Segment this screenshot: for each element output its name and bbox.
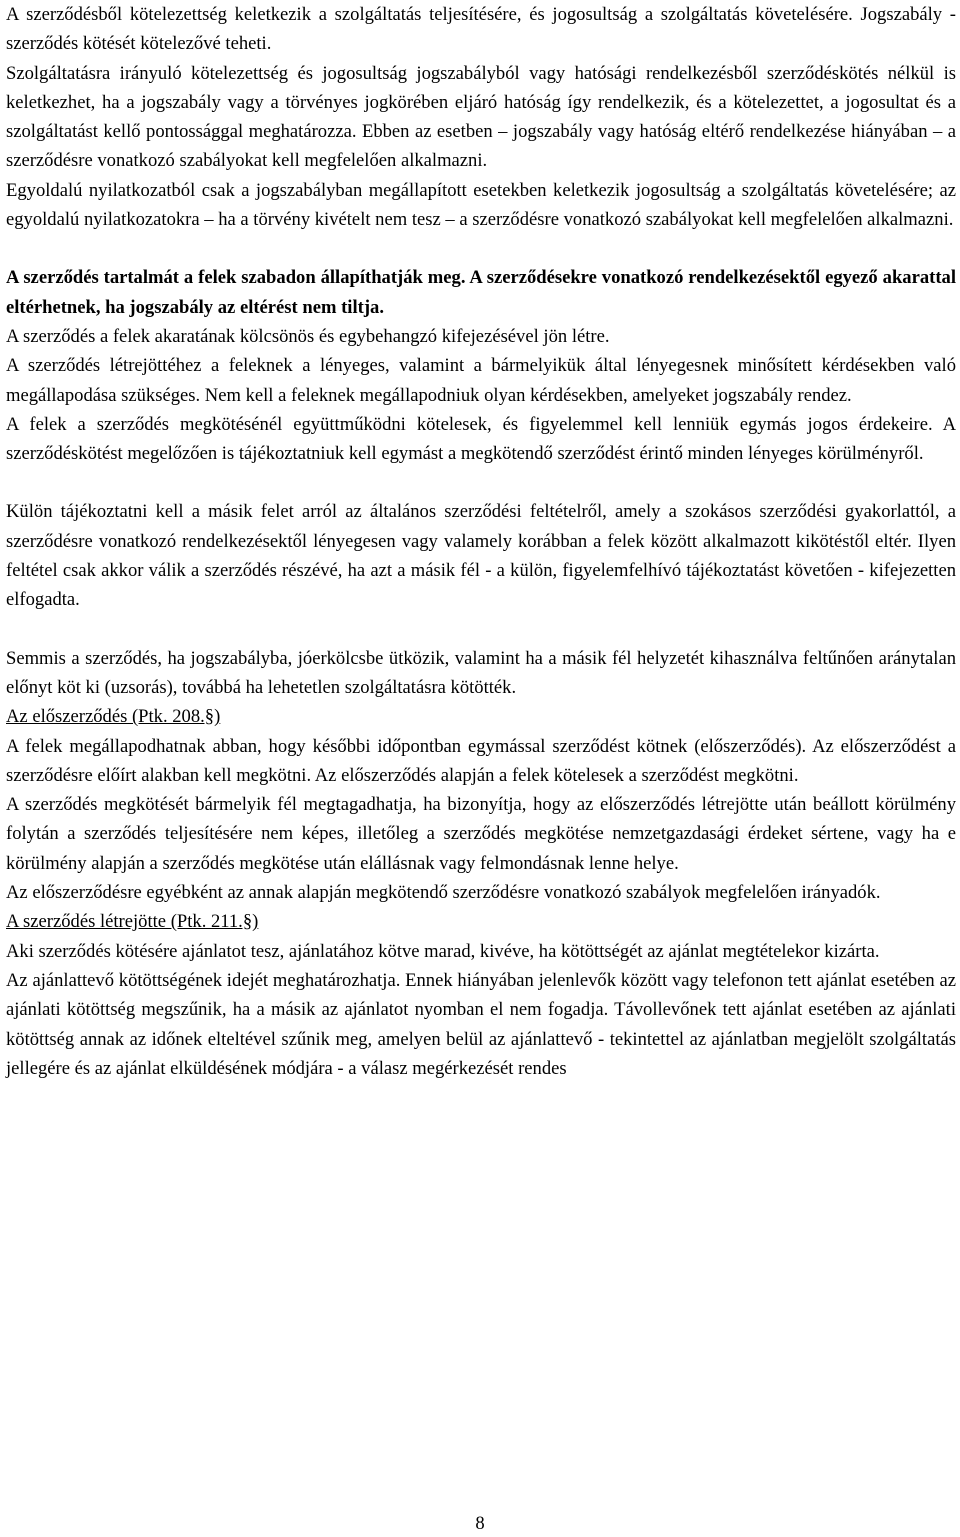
paragraph-contract-freedom: A szerződés tartalmát a felek szabadon állapíthatják meg. A szerződésekre vonatkozó rendelkezésektől egyező akarattal eltérhetnek, ha jogszabály az eltérést nem tiltja. bbox=[6, 267, 956, 318]
paragraph-general-terms: Külön tájékoztatni kell a másik felet arról az általános szerződési feltételről, amely a szokásos szerződési gyakorlattól, a szerződésre vonatkozó rendelkezésektől lényegesen vagy valamely korábban a felek között alkalmazott kikötéstől eltér. Ilyen feltétel csak akkor válik a szerződés részévé, ha azt a másik fél - a külön, figyelemfelhívó tájékoztatást követően - kifejezetten elfogadta. bbox=[6, 501, 956, 611]
heading-contract-conclusion: A szerződés létrejötte (Ptk. 211.§) bbox=[6, 911, 259, 933]
document-page bbox=[6, 0, 956, 1083]
paragraph-statutory-obligation bbox=[6, 59, 956, 176]
paragraph-offer-binding-time: Az ajánlattevő kötöttségének idejét meghatározhatja. Ennek hiányában jelenlevők között vagy telefonon tett ajánlat esetében az ajánlati kötöttség megszűnik, ha a másik az ajánlatot nyomban el nem fogadja. Távollevőnek tett ajánlat esetében az ajánlati kötöttség annak az időnek elteltével szűnik meg, amelyen belül az ajánlattevő - tekintettel az ajánlatban megjelölt szolgáltatás jellegére és az ajánlat elküldésének módjára - a válasz megérkezését rendes bbox=[6, 969, 956, 1079]
paragraph-statutory-obligation-text: Szolgáltatásra irányuló kötelezettség és jogosultság jogszabályból vagy hatósági rendelkezésből szerződéskötés nélkül is keletkezhet, ha a jogszabály vagy a törvényes jogkörében eljáró hatóság így rendelkezik, és a kötelezettet, a jogosultat és a szolgáltatást kellő pontossággal meghatározza. bbox=[6, 62, 956, 143]
paragraph-unilateral-declaration: Egyoldalú nyilatkozatból csak a jogszabályban megállapított esetekben keletkezik jogosultság a szolgáltatás követelésére; az egyoldalú nyilatkozatokra – ha a törvény kivételt nem tesz – a szerződésre vonatkozó szabályokat kell megfelelően alkalmazni. bbox=[6, 179, 956, 231]
paragraph-contract-formation: A szerződés a felek akaratának kölcsönös és egybehangzó kifejezésével jön létre. bbox=[6, 325, 610, 347]
paragraph-applicable-rules: Az előszerződésre egyébként az annak alapján megkötendő szerződésre vonatkozó szabályok megfelelően irányadók. bbox=[6, 882, 881, 904]
paragraph-void-contract: Semmis a szerződés, ha jogszabályba, jóerkölcsbe ütközik, valamint ha a másik fél helyzetét kihasználva feltűnően aránytalan előnyt köt ki (uzsorás), továbbá ha lehetetlen szolgáltatásra kötötték. bbox=[6, 647, 956, 698]
paragraph-essential-terms: A szerződés létrejöttéhez a feleknek a lényeges, valamint a bármelyikük által lényegesnek minősített kérdésekben való megállapodása szükséges. Nem kell a feleknek megállapodniuk olyan kérdésekben, amelyeket jogszabály rendez. bbox=[6, 355, 956, 406]
paragraph-refusal: A szerződés megkötését bármelyik fél megtagadhatja, ha bizonyítja, hogy az előszerződés létrejötte után beállott körülmény folytán a szerződés teljesítésére nem képes, illetőleg a szerződés megkötése nemzetgazdasági érdeket sértene, vagy ha e körülmény alapján a szerződés megkötése után elállásnak vagy felmondásnak lenne helye. bbox=[6, 794, 956, 874]
paragraph-preliminary-contract: A felek megállapodhatnak abban, hogy későbbi időpontban egymással szerződést kötnek (előszerződés). Az előszerződést a szerződésre előírt alakban kell megkötni. Az előszerződés alapján a felek kötelesek a szerződést megkötni. bbox=[6, 735, 956, 786]
heading-preliminary-contract: Az előszerződés (Ptk. 208.§) bbox=[6, 706, 221, 728]
page-number: 8 bbox=[475, 1513, 485, 1534]
paragraph-statutory-obligation-rule: Ebben az esetben – jogszabály vagy hatóság eltérő rendelkezése hiányában – a szerződésre vonatkozó szabályokat kell megfelelően alkalmazni. bbox=[6, 121, 956, 172]
paragraph-cooperation: A felek a szerződés megkötésénél együttműködni kötelesek, és figyelemmel kell lenniük egymás jogos érdekeire. A szerződéskötést megelőzően is tájékoztatniuk kell egymást a megkötendő szerződést érintő minden lényeges körülményről. bbox=[6, 413, 956, 465]
paragraph-offer: Aki szerződés kötésére ajánlatot tesz, ajánlatához kötve marad, kivéve, ha kötöttségét az ajánlat megtételekor kizárta. bbox=[6, 940, 880, 962]
paragraph-obligation: A szerződésből kötelezettség keletkezik a szolgáltatás teljesítésére, és jogosultság a szolgáltatás követelésére. Jogszabály - szerződés kötését kötelezővé teheti. bbox=[6, 4, 956, 55]
